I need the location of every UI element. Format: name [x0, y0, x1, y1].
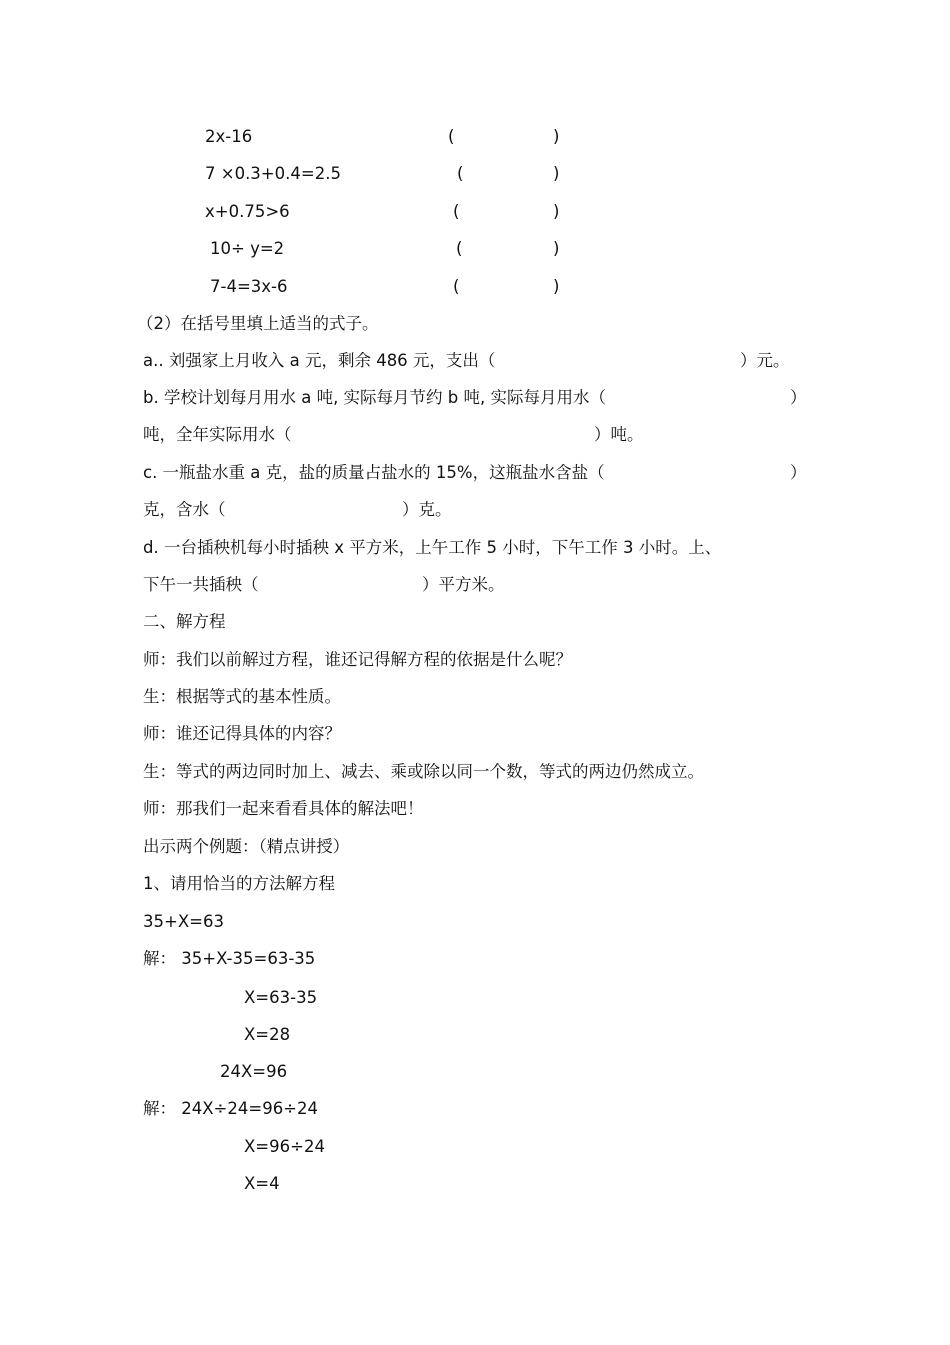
equation-1-step-2: X=63-35 [244, 988, 318, 1007]
fill-heading: （2）在括号里填上适当的式子。 [137, 314, 379, 333]
dialogue-line-4: 生：等式的两边同时加上、减去、乘或除以同一个数，等式的两边仍然成立。 [143, 762, 704, 781]
judge-paren-close-3: ) [553, 202, 560, 221]
judge-paren-open-5: ( [453, 277, 460, 296]
fill-c1-text: c. 一瓶盐水重 a 克，盐的质量占盐水的 15%，这瓶盐水含盐（ [143, 463, 605, 482]
task-title: 1、请用恰当的方法解方程 [143, 874, 335, 893]
dialogue-line-1: 师：我们以前解过方程，谁还记得解方程的依据是什么呢？ [143, 650, 572, 669]
judge-paren-close-5: ) [553, 277, 560, 296]
fill-d2-text: 下午一共插秧（ [143, 575, 259, 594]
fill-a-text: a.. 刘强家上月收入 a 元，剩余 486 元，支出（ [143, 351, 496, 370]
examples-intro: 出示两个例题：（精点讲授） [143, 837, 350, 856]
judge-paren-close-4: ) [553, 239, 560, 258]
fill-a-close: ）元。 [740, 351, 790, 370]
equation-2-step-3: X=4 [244, 1174, 280, 1193]
equation-1: 35+X=63 [143, 912, 224, 931]
judge-expr-3: x+0.75>6 [205, 202, 290, 221]
equation-1-step-1: 解： 35+X-35=63-35 [143, 949, 316, 968]
judge-paren-close-2: ) [553, 164, 560, 183]
section-title: 二、解方程 [143, 612, 226, 631]
judge-paren-open-4: ( [456, 239, 463, 258]
fill-b1-text: b. 学校计划每月用水 a 吨, 实际每月节约 b 吨, 实际每月用水（ [143, 388, 607, 407]
equation-2: 24X=96 [220, 1062, 288, 1081]
dialogue-line-5: 师：那我们一起来看看具体的解法吧！ [143, 799, 424, 818]
judge-paren-open-1: ( [448, 127, 455, 146]
judge-paren-open-2: ( [457, 164, 464, 183]
judge-expr-5: 7-4=3x-6 [210, 277, 288, 296]
fill-c2-text: 克，含水（ [143, 500, 226, 519]
fill-d2-close: ）平方米。 [422, 575, 505, 594]
judge-expr-2: 7 ×0.3+0.4=2.5 [205, 164, 341, 183]
judge-paren-close-1: ) [553, 127, 560, 146]
equation-2-step-1: 解： 24X÷24=96÷24 [143, 1099, 319, 1118]
equation-1-step-3: X=28 [244, 1025, 291, 1044]
equation-2-step-2: X=96÷24 [244, 1137, 325, 1156]
judge-expr-1: 2x-16 [205, 127, 253, 146]
fill-d1-text: d. 一台插秧机每小时插秧 x 平方米，上午工作 5 小时，下午工作 3 小时。上、 [143, 538, 722, 557]
fill-c1-close: ） [790, 463, 807, 482]
fill-b2-text: 吨，全年实际用水（ [143, 425, 292, 444]
fill-b1-close: ） [790, 388, 807, 407]
fill-c2-close: ）克。 [402, 500, 452, 519]
dialogue-line-3: 师：谁还记得具体的内容？ [143, 724, 341, 743]
fill-b2-close: ）吨。 [594, 425, 644, 444]
judge-expr-4: 10÷ y=2 [210, 239, 285, 258]
dialogue-line-2: 生：根据等式的基本性质。 [143, 687, 341, 706]
judge-paren-open-3: ( [453, 202, 460, 221]
